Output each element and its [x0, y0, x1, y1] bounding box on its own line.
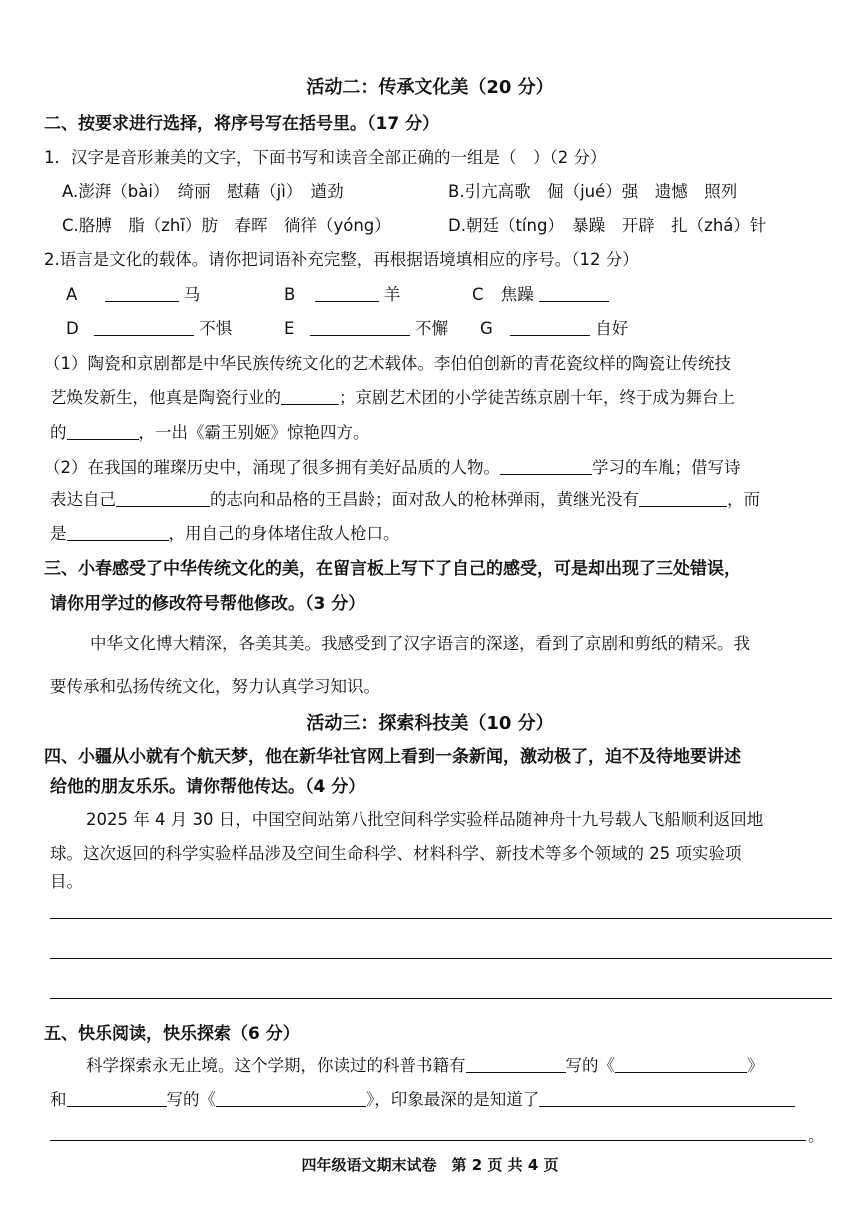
book-title-blank[interactable] [216, 1090, 366, 1107]
blank-word: 焦躁 [500, 285, 534, 304]
blank-item-b [284, 283, 400, 307]
q2-2-stem: 2.语言是文化的载体。请你把词语补充完整，再根据语境填相应的序号。（12 分） [44, 250, 639, 269]
answer-blank[interactable] [539, 1090, 795, 1107]
answer-blank[interactable] [105, 285, 179, 302]
q5-line1: 科学探索永无止境。这个学期，你读过的科普书籍有 写的《 》 [86, 1056, 764, 1075]
q5-end-period: 。 [808, 1126, 825, 1145]
answer-blank[interactable] [94, 319, 194, 336]
blank-letter: A [66, 285, 78, 304]
option-a: A.澎湃（bài） 绮丽 慰藉（jì） 遒劲 [62, 182, 344, 201]
blank-letter: E [284, 319, 295, 338]
answer-blank[interactable] [116, 490, 210, 507]
blank-item-a [66, 283, 200, 307]
answer-line[interactable] [50, 918, 832, 919]
blank-letter: C [472, 285, 484, 304]
context-2-line3: 是 ，用自己的身体堵住敌人枪口。 [50, 524, 400, 543]
activity2-title: 活动二：传承文化美（20 分） [306, 77, 554, 98]
context-1-line2: 艺焕发新生，他真是陶瓷行业的 ；京剧艺术团的小学徒苦练京剧十年，终于成为舞台上 [50, 388, 735, 407]
q5-line2: 和 写的《 》，印象最深的是知道了 [50, 1088, 795, 1112]
blank-item-d [66, 317, 232, 341]
activity3-title: 活动三：探索科技美（10 分） [306, 713, 554, 734]
blank-word: 不懈 [414, 319, 448, 338]
q4-header-line1: 四、小疆从小就有个航天梦，他在新华社官网上看到一条新闻，激动极了，迫不及待地要讲述 [44, 747, 741, 767]
blank-item-e [284, 317, 448, 341]
q2-1-stem: 1．汉字是音形兼美的文字，下面书写和读音全部正确的一组是（ ）（2 分） [44, 148, 607, 167]
q5-header: 五、快乐阅读，快乐探索（6 分） [44, 1024, 300, 1044]
blank-word: 羊 [383, 285, 401, 304]
q3-header-line2: 请你用学过的修改符号帮他修改。（3 分） [50, 594, 366, 614]
answer-line[interactable] [50, 1140, 806, 1141]
option-d: D.朝廷（tíng） 暴躁 开辟 扎（zhá）针 [448, 216, 767, 235]
author-blank[interactable] [466, 1056, 566, 1073]
news-line1: 2025 年 4 月 30 日，中国空间站第八批空间科学实验样品随神舟十九号载人飞船顺利返回地 [86, 810, 764, 829]
q4-header-line2: 给他的朋友乐乐。请你帮他传达。（4 分） [50, 777, 366, 797]
context-1-line1: （1）陶瓷和京剧都是中华民族传统文化的艺术载体。李伯伯创新的青花瓷纹样的陶瓷让传统技 [44, 354, 731, 373]
blank-item-c [472, 283, 609, 307]
blank-word: 不惧 [199, 319, 233, 338]
blank-letter: D [66, 319, 79, 338]
answer-blank[interactable] [67, 524, 169, 541]
answer-blank[interactable] [500, 458, 592, 475]
q2-header: 二、按要求进行选择，将序号写在括号里。（17 分） [44, 114, 440, 134]
answer-blank[interactable] [510, 319, 590, 336]
answer-blank[interactable] [67, 423, 139, 440]
answer-blank[interactable] [639, 490, 727, 507]
answer-line[interactable] [50, 958, 832, 959]
blank-word: 自好 [595, 319, 629, 338]
page-footer: 四年级语文期末试卷 第 2 页 共 4 页 [301, 1156, 559, 1174]
answer-blank[interactable] [539, 285, 609, 302]
q3-text-line2: 要传承和弘扬传统文化，努力认真学习知识。 [50, 677, 380, 696]
blank-word: 马 [183, 285, 201, 304]
author-blank[interactable] [67, 1090, 167, 1107]
q3-text-line1: 中华文化博大精深，各美其美。我感受到了汉字语言的深遂，看到了京剧和剪纸的精采。我 [90, 634, 750, 653]
context-2-line1: （2）在我国的璀璨历史中，涌现了很多拥有美好品质的人物。 学习的车胤；借写诗 [44, 458, 741, 477]
option-c: C.胳膊 脂（zhī）肪 春晖 徜徉（yóng） [62, 216, 391, 235]
blank-letter: G [480, 319, 493, 338]
blank-letter: B [284, 285, 296, 304]
q3-header-line1: 三、小春感受了中华传统文化的美，在留言板上写下了自己的感受，可是却出现了三处错误， [44, 559, 741, 579]
answer-blank[interactable] [310, 319, 410, 336]
option-b: B.引亢高歌 倔（jué）强 遗憾 照列 [448, 182, 738, 201]
book-title-blank[interactable] [615, 1056, 747, 1073]
answer-blank[interactable] [315, 285, 379, 302]
context-2-line2: 表达自己 的志向和品格的王昌龄；面对敌人的枪林弹雨，黄继光没有 ，而 [50, 490, 760, 509]
news-line3: 目。 [50, 872, 83, 891]
blank-item-g [480, 317, 628, 341]
news-line2: 球。这次返回的科学实验样品涉及空间生命科学、材料科学、新技术等多个领域的 25 项实验项 [50, 844, 742, 863]
answer-line[interactable] [50, 998, 832, 999]
context-1-line3: 的 ，一出《霸王别姬》惊艳四方。 [50, 423, 370, 442]
answer-blank[interactable] [281, 388, 339, 405]
